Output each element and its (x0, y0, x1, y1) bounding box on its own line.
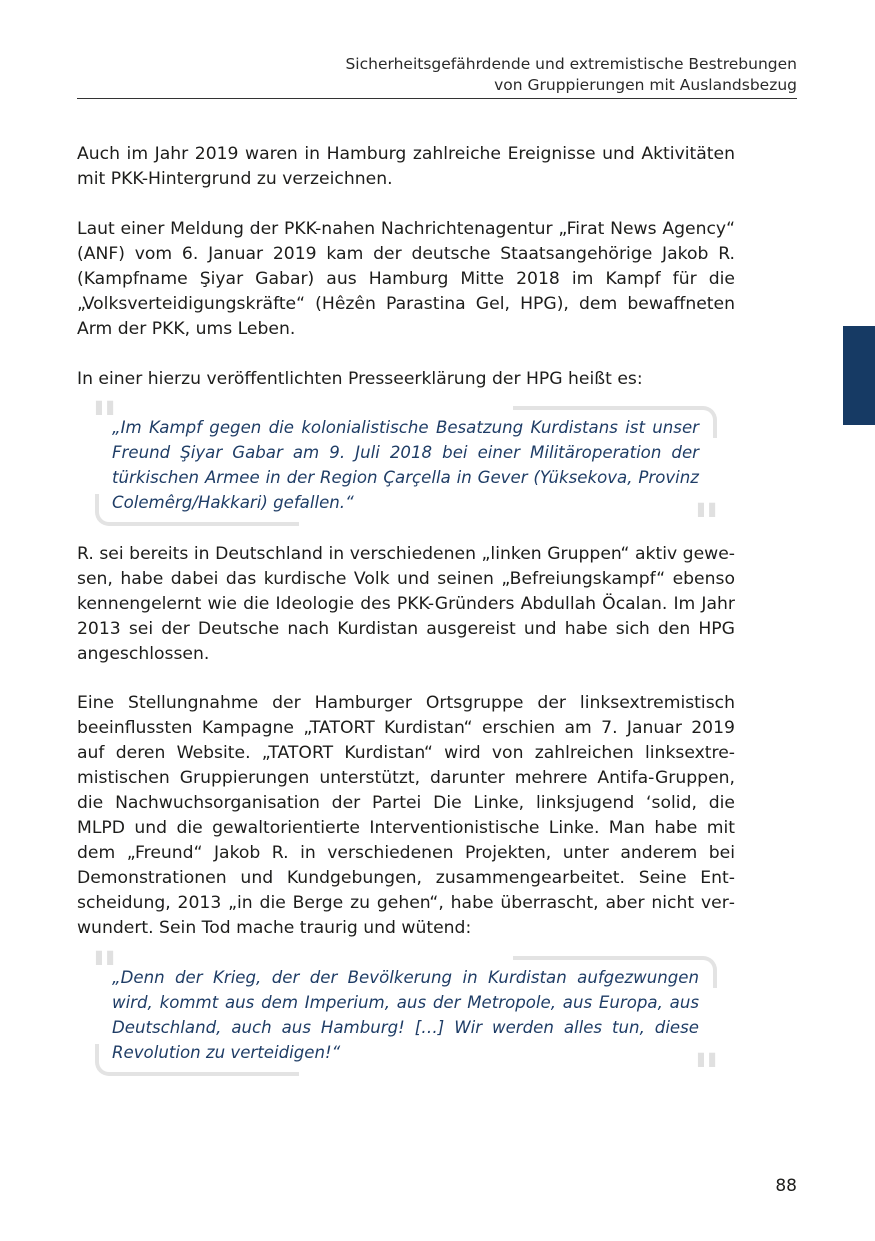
quote-text: „Denn der Krieg, der der Bevölkerung in Kurdistan aufgezwungen wird, kommt aus dem Imperium, aus der Metropole, aus Europa, aus Deutschland, auch aus Hamburg! […] Wir werden alles tun, diese Revolution zu verteidigen!“ (112, 968, 699, 1062)
header-line-2: von Gruppierungen mit Auslandsbezug (494, 76, 797, 94)
quote-text: „Im Kampf gegen die kolonialistische Besatzung Kurdistans ist unser Freund Şiyar Gabar am 9. Juli 2018 bei einer Militäroperation der türkischen Armee in der Region Çarçella in Gever (Yüksekova, Provinz Colemêrg/Hakkari) gefallen.“ (112, 418, 699, 512)
paragraph-background: R. sei bereits in Deutschland in verschiedenen „linken Gruppen“ aktiv gewesen, habe dabei das kurdische Volk und seinen „Befreiungskampf“ ebenso kennengelernt wie die Ideologie des PKK-Gründers Abdullah Öcalan. Im Jahr 2013 sei der Deutsche nach Kurdistan ausgereist und habe sich den HPG angeschlossen. (77, 544, 735, 664)
chapter-tab-marker (843, 326, 875, 425)
open-quote-icon: " (91, 391, 119, 452)
paragraph-tatort-kurdistan: Eine Stellungnahme der Hamburger Ortsgruppe der linksextremistisch beeinflussten Kampagne „TATORT Kurdistan“ erschien am 7. Januar 2019 auf deren Website. „TATORT Kurdistan“ wird von zahlreichen linksextremistischen Gruppierungen unterstützt, darunter mehrere Antifa-Gruppen, die Nachwuchsorganisation der Partei Die Linke, linksjugend ‘solid, die MLPD und die gewaltorientierte Interventionistische Linke. Man habe mit dem „Freund“ Jakob R. in verschiedenen Projekten, unter anderem bei Demonstrationen und Kundgebungen, zusammengearbeitet. Seine Entscheidung, 2013 „in die Berge zu gehen“, habe überrascht, aber nicht verwundert. Sein Tod mache traurig und wütend: (77, 693, 735, 938)
blockquote-tatort (91, 941, 721, 1104)
running-header (77, 54, 797, 96)
open-quote-icon: " (91, 941, 119, 1002)
page-number: 88 (775, 1176, 797, 1196)
paragraph-press-statement-intro: In einer hierzu veröffentlichten Presseerklärung der HPG heißt es: (77, 369, 643, 389)
close-quote-icon: " (693, 493, 721, 554)
paragraph-intro: Auch im Jahr 2019 waren in Hamburg zahlreiche Ereignisse und Aktivitäten mit PKK-Hintergrund zu verzeichnen. (77, 144, 735, 189)
paragraph-anf-report: Laut einer Meldung der PKK-nahen Nachrichtenagentur „Firat News Agency“ (ANF) vom 6. Januar 2019 kam der deutsche Staatsangehörige Jakob R. (Kampfname Şiyar Gabar) aus Hamburg Mitte 2018 im Kampf für die „Volksverteidigungskräfte“ (Hêzên Parastina Gel, HPG), dem bewaffneten Arm der PKK, ums Leben. (77, 219, 735, 339)
close-quote-icon: " (693, 1043, 721, 1104)
header-rule (77, 98, 797, 99)
header-line-1: Sicherheitsgefährdende und extremistische Bestrebungen (345, 55, 797, 73)
blockquote-hpg (91, 391, 721, 554)
